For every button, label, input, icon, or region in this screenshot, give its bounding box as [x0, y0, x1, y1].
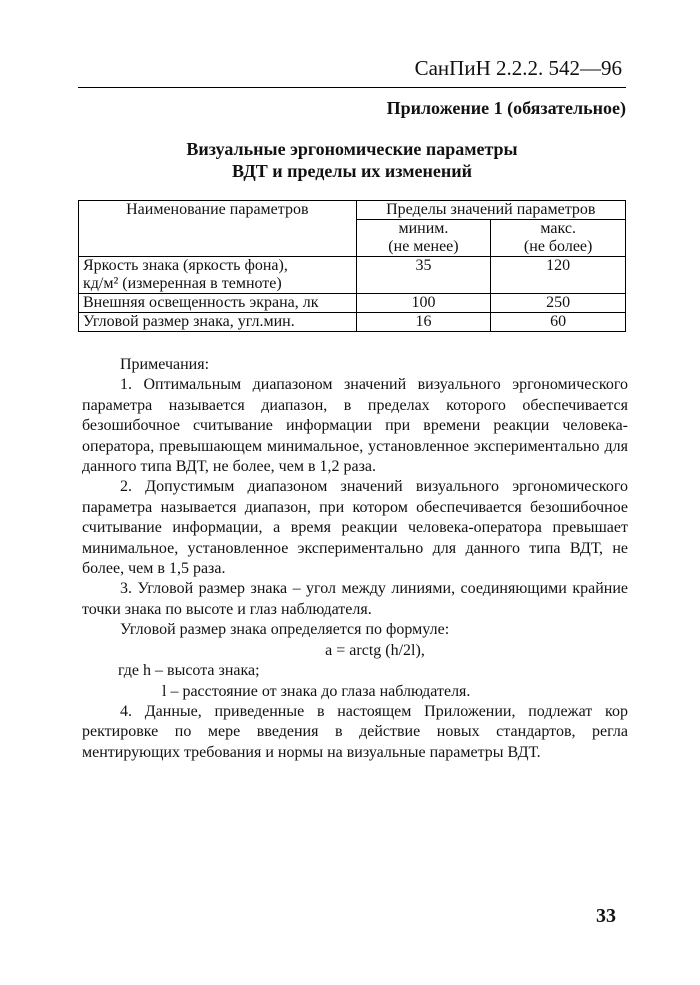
parameters-table	[78, 200, 626, 332]
column-header-max-line1: макс.	[540, 220, 576, 237]
row-max-value: 60	[491, 313, 626, 332]
note-1: 1. Оптимальным диапазоном значений визуального эргономического параметра называется диапазон, в пределах которого обеспечивается безошибочное считывание информации при времени реакции человека-оператора, превышающем минимальное, установленное экспериментально для данного типа ВДТ, не более, чем в 1,2 раза.	[82, 376, 628, 476]
row-name-line2: кд/м² (измеренная в темноте)	[83, 275, 282, 292]
note-4: 4. Данные, приведенные в настоящем Приложении, подлежат кор ректировке по мере введения в действие новых стандартов, регла ментирующих требования и нормы на визуальные параметры ВДТ.	[82, 702, 628, 761]
document-code: СанПиН 2.2.2. 542—96	[414, 56, 622, 80]
column-header-min-line2: (не менее)	[388, 238, 459, 255]
title-line-2: ВДТ и пределы их изменений	[232, 161, 472, 181]
table-header-row	[79, 201, 626, 220]
row-min-value: 16	[356, 313, 491, 332]
table-row	[79, 294, 626, 313]
column-header-min	[356, 220, 491, 257]
formula-where-h: где h – высота знака;	[118, 662, 260, 680]
note-3-formula-intro: Угловой размер знака определяется по формуле:	[120, 621, 450, 639]
row-min-value: 35	[356, 257, 491, 294]
row-max-value: 250	[491, 294, 626, 313]
notes-section	[82, 355, 628, 763]
column-header-min-line1: миним.	[398, 220, 449, 237]
note-2: 2. Допустимым диапазоном значений визуального эргономического параметра называется диапазон, при котором обеспечивается безошибочное считывание информации, а время реакции человека-оператора превышает минимальное, установленное экспериментально для данного типа ВДТ, не более, чем в 1,5 раза.	[82, 478, 628, 578]
row-name	[79, 257, 357, 294]
column-header-range: Пределы значений параметров	[356, 201, 625, 220]
title-line-1: Визуальные эргономические параметры	[186, 139, 518, 159]
notes-heading: Примечания:	[120, 356, 210, 373]
row-name: Угловой размер знака, угл.мин.	[79, 313, 357, 332]
row-name: Внешняя освещенность экрана, лк	[79, 294, 357, 313]
row-min-value: 100	[356, 294, 491, 313]
formula-where-l: l – расстояние от знака до глаза наблюдателя.	[162, 682, 471, 700]
column-header-max-line2: (не более)	[523, 238, 593, 255]
row-max-value: 120	[491, 257, 626, 294]
formula: a = arctg (h/2l),	[325, 641, 425, 659]
table-row	[79, 313, 626, 332]
page-number: 33	[596, 905, 616, 927]
note-3: 3. Угловой размер знака – угол между линиями, соединяющими крайние точки знака по высоте и глаз наблюдателя.	[82, 580, 628, 618]
table-row	[79, 257, 626, 294]
column-header-name: Наименование параметров	[79, 201, 357, 257]
appendix-label: Приложение 1 (обязательное)	[386, 98, 626, 118]
header-divider	[78, 87, 626, 88]
page-title	[78, 138, 626, 182]
row-name-line1: Яркость знака (яркость фона),	[83, 257, 288, 274]
column-header-max	[491, 220, 626, 257]
